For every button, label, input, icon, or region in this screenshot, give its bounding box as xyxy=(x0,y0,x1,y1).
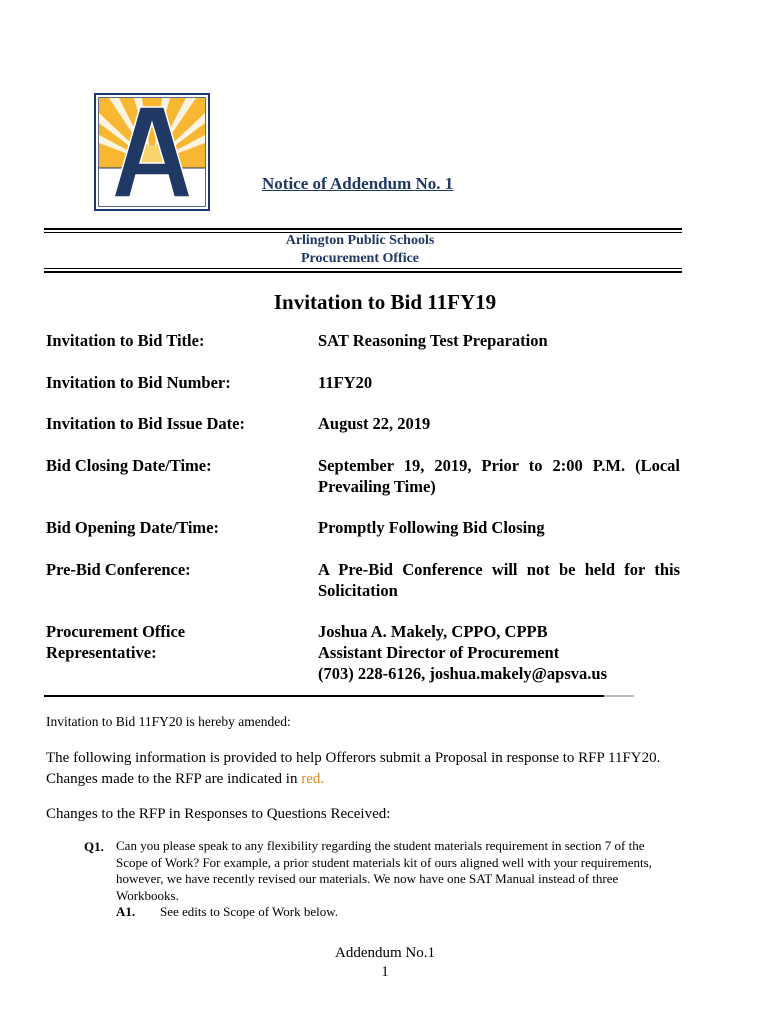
section-divider xyxy=(44,695,604,697)
field-value-opening: Promptly Following Bid Closing xyxy=(318,518,545,537)
field-value-prebid: A Pre-Bid Conference will not be held for this Solicitation xyxy=(318,560,680,600)
field-label-number: Invitation to Bid Number: xyxy=(46,373,231,392)
field-label-rep-1: Procurement Office xyxy=(46,622,186,641)
page-number: 1 xyxy=(381,964,389,980)
info-line-2 xyxy=(46,769,686,790)
field-label-issue-date: Invitation to Bid Issue Date: xyxy=(46,414,245,433)
info-line-1: The following information is provided to help Offerors submit a Proposal in response to RFP 11FY20. xyxy=(46,750,661,766)
footer-addendum: Addendum No.1 xyxy=(335,945,435,961)
q1-text: Can you please speak to any flexibility regarding the student materials requirement in section 7 of the Scope of Work? For example, a prior student materials kit of ours aligned well with your requirements, however, we have recently revised our materials. We now have one SAT Manual instead of three Workbooks. xyxy=(116,838,652,903)
field-value-issue-date: August 22, 2019 xyxy=(318,414,431,433)
info-line-2-red: red. xyxy=(301,771,325,787)
field-value-title: SAT Reasoning Test Preparation xyxy=(318,331,548,350)
field-label-rep-2: Representative: xyxy=(46,643,157,662)
field-label-prebid: Pre-Bid Conference: xyxy=(46,560,191,579)
a1-text: See edits to Scope of Work below. xyxy=(160,904,339,919)
amended-note: Invitation to Bid 11FY20 is hereby amended: xyxy=(46,714,291,729)
header-rule-bottom xyxy=(44,271,682,273)
field-value-closing: September 19, 2019, Prior to 2:00 P.M. (Local Prevailing Time) xyxy=(318,456,680,496)
org-name: Arlington Public Schools xyxy=(285,233,435,248)
info-line-2-prefix: Changes made to the RFP are indicated in xyxy=(46,771,302,787)
info-paragraph xyxy=(46,748,686,790)
q1-label: Q1. xyxy=(84,839,104,854)
header-rule-bottom-thin xyxy=(44,268,682,269)
field-value-rep-name: Joshua A. Makely, CPPO, CPPB xyxy=(318,622,548,641)
notice-title: Notice of Addendum No. 1 xyxy=(262,174,454,193)
itb-heading: Invitation to Bid 11FY19 xyxy=(273,290,497,314)
field-label-closing: Bid Closing Date/Time: xyxy=(46,456,212,475)
field-label-opening: Bid Opening Date/Time: xyxy=(46,518,219,537)
header-rule-top xyxy=(44,228,682,230)
apsva-logo xyxy=(94,93,210,211)
field-value-number: 11FY20 xyxy=(318,373,373,392)
field-value-rep-contact: (703) 228-6126, joshua.makely@apsva.us xyxy=(318,664,607,683)
changes-heading: Changes to the RFP in Responses to Questions Received: xyxy=(46,806,391,822)
field-value-rep-title: Assistant Director of Procurement xyxy=(318,643,560,662)
org-office: Procurement Office xyxy=(300,251,420,266)
field-label-title: Invitation to Bid Title: xyxy=(46,331,205,350)
a1-label: A1. xyxy=(116,904,136,919)
section-divider-tail xyxy=(604,695,634,697)
